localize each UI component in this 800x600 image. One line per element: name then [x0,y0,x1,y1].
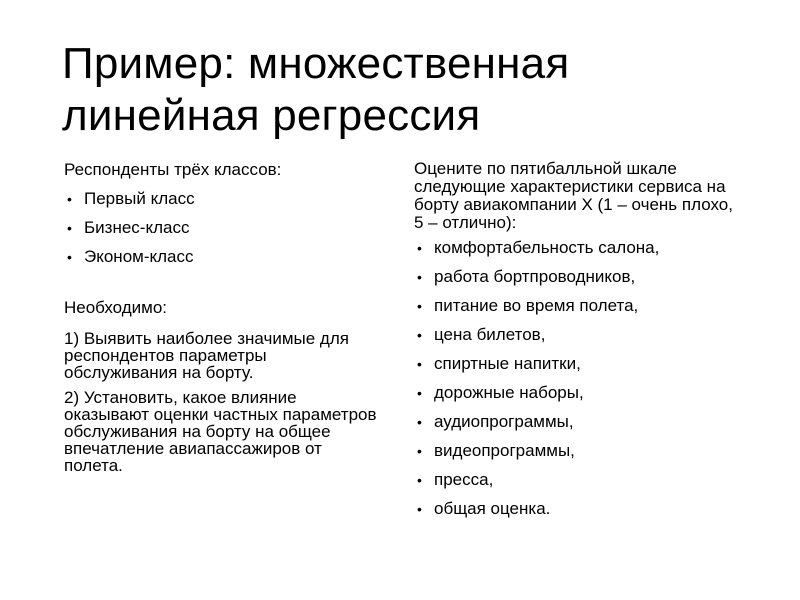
list-item [64,218,384,238]
left-column [64,160,384,482]
list-item-label: Бизнес-класс [84,218,190,237]
bullet-icon: • [67,220,72,236]
list-item-label: питание во время полета, [434,296,639,315]
bullet-icon: • [417,385,422,401]
list-item [414,296,734,316]
list-item [414,267,734,287]
list-item-label: пресса, [434,470,494,489]
list-item [414,325,734,345]
characteristics-list [414,238,734,519]
list-item-label: Первый класс [84,189,195,208]
bullet-icon: • [417,356,422,372]
list-item-label: общая оценка. [434,499,551,518]
list-item [414,441,734,461]
list-item-label: дорожные наборы, [434,383,584,402]
bullet-icon: • [417,472,422,488]
bullet-icon: • [67,249,72,265]
list-item-label: комфортабельность салона, [434,238,660,257]
necessary-heading: Необходимо: [64,298,168,317]
right-column [414,160,734,528]
bullet-icon: • [417,269,422,285]
list-item-label: спиртные напитки, [434,354,581,373]
respondents-heading: Респонденты трёх классов: [64,160,282,179]
title-line-1: Пример: множественная [62,39,570,88]
list-item [414,470,734,490]
bullet-icon: • [417,501,422,517]
list-item-label: Эконом-класс [84,247,194,266]
list-item-label: работа бортпроводников, [434,267,636,286]
slide-title [62,38,742,142]
survey-intro: Оцените по пятибалльной шкале следующие характеристики сервиса на борту авиакомпании X (1 – очень плохо, 5 – отлично): [414,159,733,232]
bullet-icon: • [67,191,72,207]
list-item [414,238,734,258]
list-item [414,383,734,403]
bullet-icon: • [417,327,422,343]
list-item [414,499,734,519]
class-list [64,189,384,267]
task-1: 1) Выявить наиболее значимые для респондентов параметры обслуживания на борту. [64,329,349,382]
task-2: 2) Установить, какое влияние оказывают оценки частных параметров обслуживания на борту на общее впечатление авиапассажиров от полета. [64,388,377,475]
list-item-label: цена билетов, [434,325,546,344]
bullet-icon: • [417,240,422,256]
spacer [64,276,384,298]
bullet-icon: • [417,443,422,459]
title-line-2: линейная регрессия [62,91,481,140]
list-item-label: аудиопрограммы, [434,412,574,431]
list-item-label: видеопрограммы, [434,441,575,460]
bullet-icon: • [417,298,422,314]
list-item [64,247,384,267]
bullet-icon: • [417,414,422,430]
list-item [64,189,384,209]
list-item [414,354,734,374]
list-item [414,412,734,432]
